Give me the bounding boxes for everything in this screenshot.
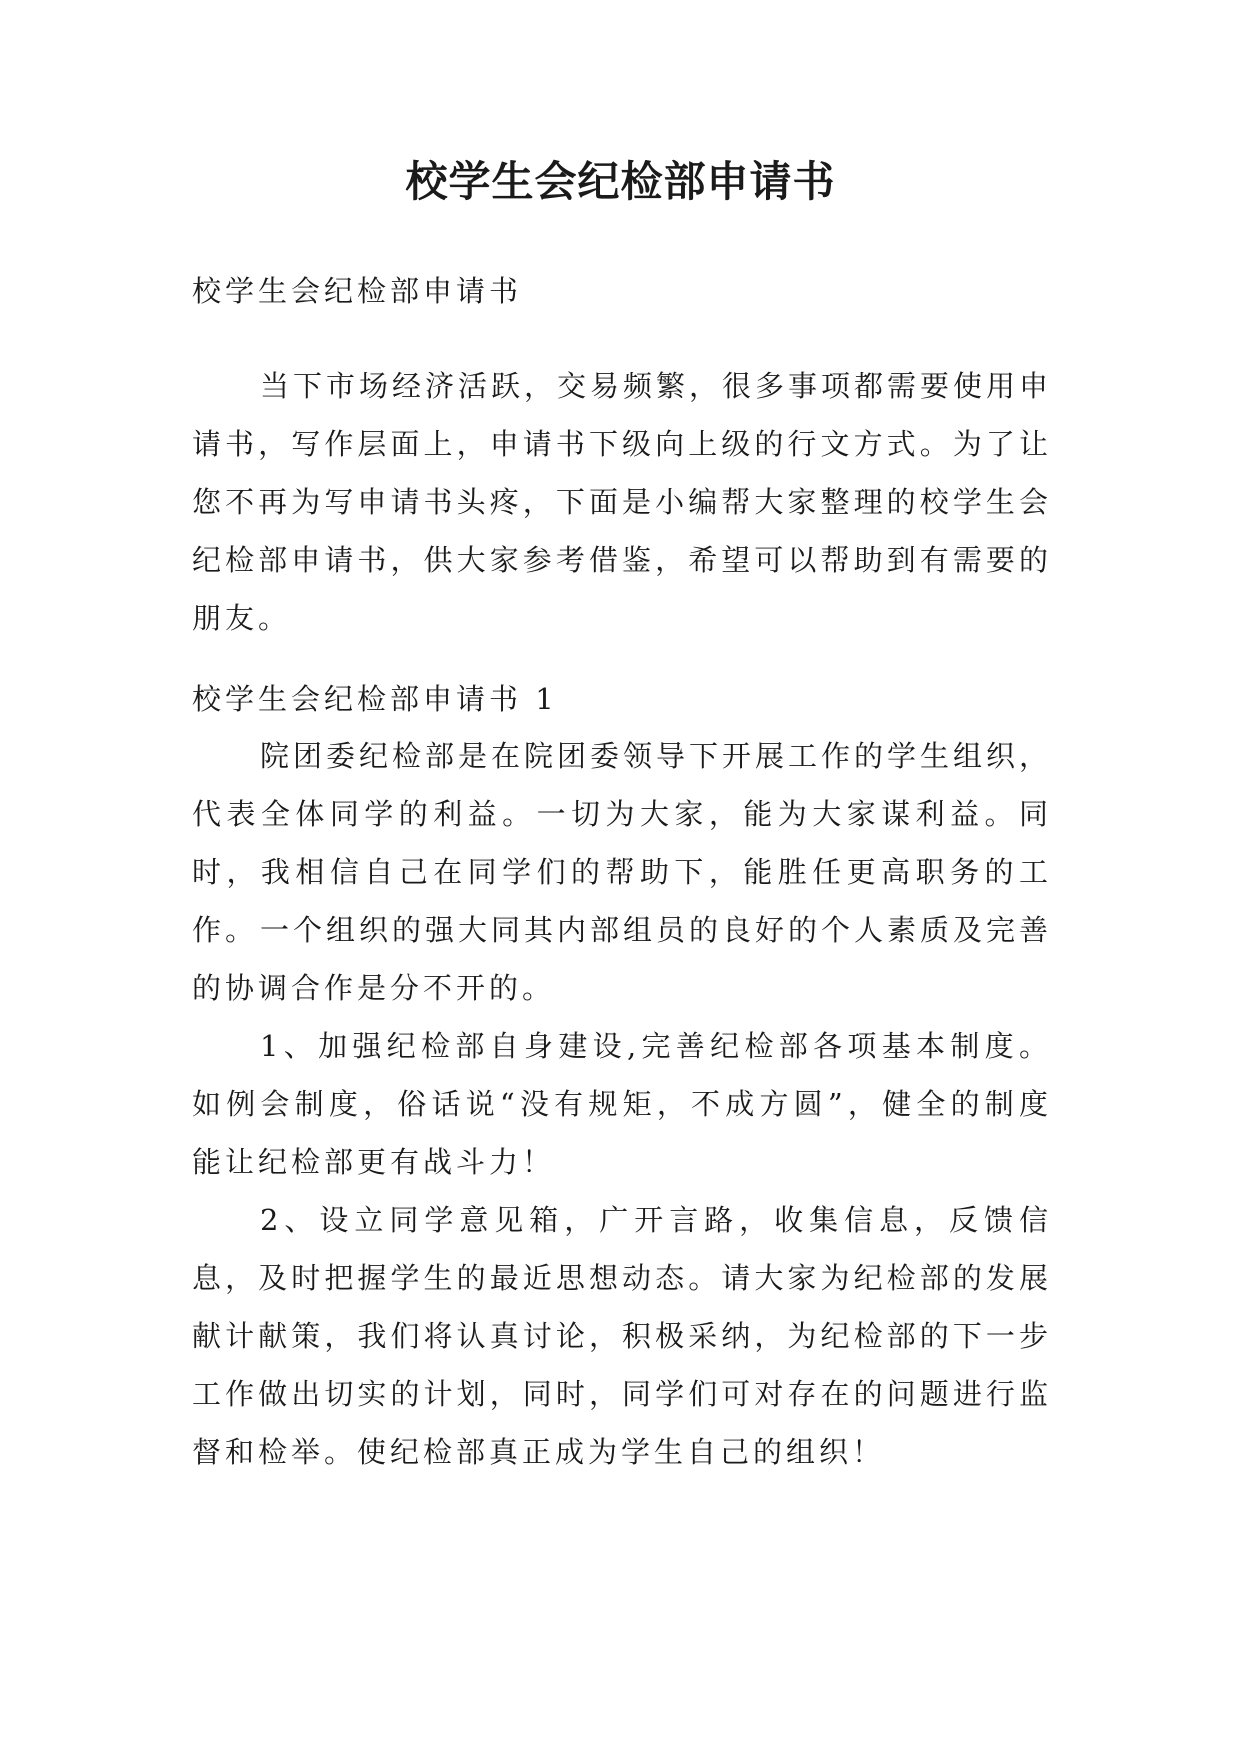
document-title: 校学生会纪检部申请书 (405, 157, 836, 206)
intro-paragraph: 当下市场经济活跃，交易频繁，很多事项都需要使用申请书，写作层面上，申请书下级向上级的行文方式。为了让您不再为写申请书头疼，下面是小编帮大家整理的校学生会纪检部申请书，供大家参考借鉴，希望可以帮助到有需要的朋友。 (192, 369, 1053, 635)
body-paragraph: 院团委纪检部是在院团委领导下开展工作的学生组织，代表全体同学的利益。一切为大家，能为大家谋利益。同时，我相信自己在同学们的帮助下，能胜任更高职务的工作。 (192, 739, 1053, 947)
body-paragraph: 2、设立同学意见箱，广开言路，收集信息，反馈信息，及时把握学生的最近思想动态。请大家为纪检部的发展献计献策，我们将认真讨论，积极采纳，为纪检部的下一步工作做出切实的计划，同时，同学们可对存在的问题进行监督和检举。使纪检部真正成为学生自己的组织！ (192, 1203, 1052, 1469)
body-paragraph: 一个组织的强大同其内部组员的良好的个人素质及完善的协调合作是分不开的。 (192, 913, 1053, 1005)
body-paragraph: 1、加强纪检部自身建设,完善纪检部各项基本制度。如例会制度，俗话说“没有规矩，不成方圆”，健全的制度能让纪检部更有战斗力！ (192, 1029, 1052, 1179)
document-subtitle: 校学生会纪检部申请书 (192, 274, 523, 308)
section-heading: 校学生会纪检部申请书 1 (192, 682, 558, 716)
